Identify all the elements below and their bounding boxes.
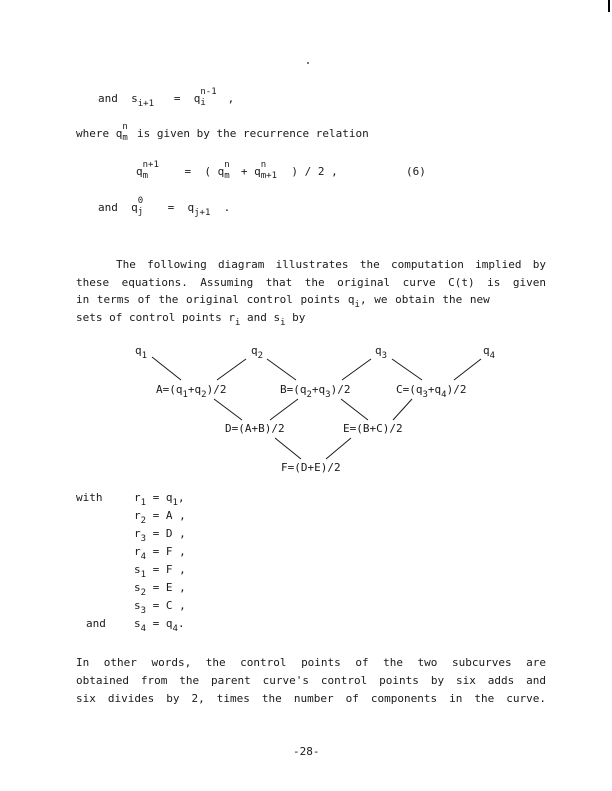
node-E: E=(B+C)/2 [343, 422, 403, 435]
assignment-row: $s_2 = E$ , [134, 581, 186, 598]
edge-q2-A [217, 359, 246, 380]
edge-E-F [326, 438, 351, 459]
node-C: $C=(q_3+q_4)/2$ [396, 383, 467, 400]
edge-C-E [393, 399, 412, 420]
with-label: with [76, 491, 103, 504]
recurrence-equation: q n+1 m = ( q n m + q n m+1 ) / 2 , [136, 160, 338, 181]
assignment-row: $r_3 = D$ , [134, 527, 186, 544]
equation-s: and $s_{i+1}$ = q n-1 i , [98, 87, 235, 109]
edge-B-D [270, 399, 298, 420]
node-q4: $q_4$ [483, 344, 496, 361]
assignment-row: $r_1 = q_1$, [134, 491, 185, 508]
edge-A-D [214, 399, 242, 420]
paragraph2-line1: In other words, the control points of the two subcurves are [76, 656, 546, 669]
equation-number: (6) [406, 165, 426, 178]
edge-q2-B [267, 359, 296, 380]
initial-condition: and q 0 j = $q_{j+1}$ . [98, 196, 231, 218]
assignment-row: $r_2 = A$ , [134, 509, 186, 526]
edge-B-E [341, 399, 368, 420]
node-D: D=(A+B)/2 [225, 422, 285, 435]
edge-q3-B [342, 359, 371, 380]
assignment-row: $s_4 = q_4$. [134, 617, 185, 634]
paragraph1-line1: The following diagram illustrates the computation implied by [116, 258, 546, 271]
edge-q1-A [152, 357, 181, 380]
edge-D-F [275, 438, 301, 459]
paragraph1-line3: in terms of the original control points $q_i$, we obtain the new [76, 293, 490, 310]
assignment-row: $s_3 = C$ , [134, 599, 186, 616]
paragraph2-line2: obtained from the parent curve's control points by six adds and [76, 674, 546, 687]
node-q2: $q_2$ [251, 344, 264, 361]
page-number: -28- [293, 745, 320, 758]
node-q1: $q_1$ [135, 344, 148, 361]
node-A: $A=(q_1+q_2)/2$ [156, 383, 227, 400]
paragraph1-line2: these equations. Assuming that the original curve C(t) is given [76, 276, 546, 289]
node-F: F=(D+E)/2 [281, 461, 341, 474]
edge-q4-C [454, 359, 481, 380]
where-line: where q n m is given by the recurrence relation [76, 122, 369, 143]
assignment-row: $s_1 = F$ , [134, 563, 186, 580]
edge-q3-C [392, 359, 422, 380]
paragraph2-line3: six divides by 2, times the number of components in the curve. [76, 692, 546, 705]
paragraph1-line4: sets of control points $r_i$ and $s_i$ by [76, 311, 306, 328]
assignment-row: $r_4 = F$ , [134, 545, 186, 562]
node-q3: $q_3$ [375, 344, 388, 361]
node-B: $B=(q_2+q_3)/2$ [280, 383, 351, 400]
and-label: and [86, 617, 106, 630]
